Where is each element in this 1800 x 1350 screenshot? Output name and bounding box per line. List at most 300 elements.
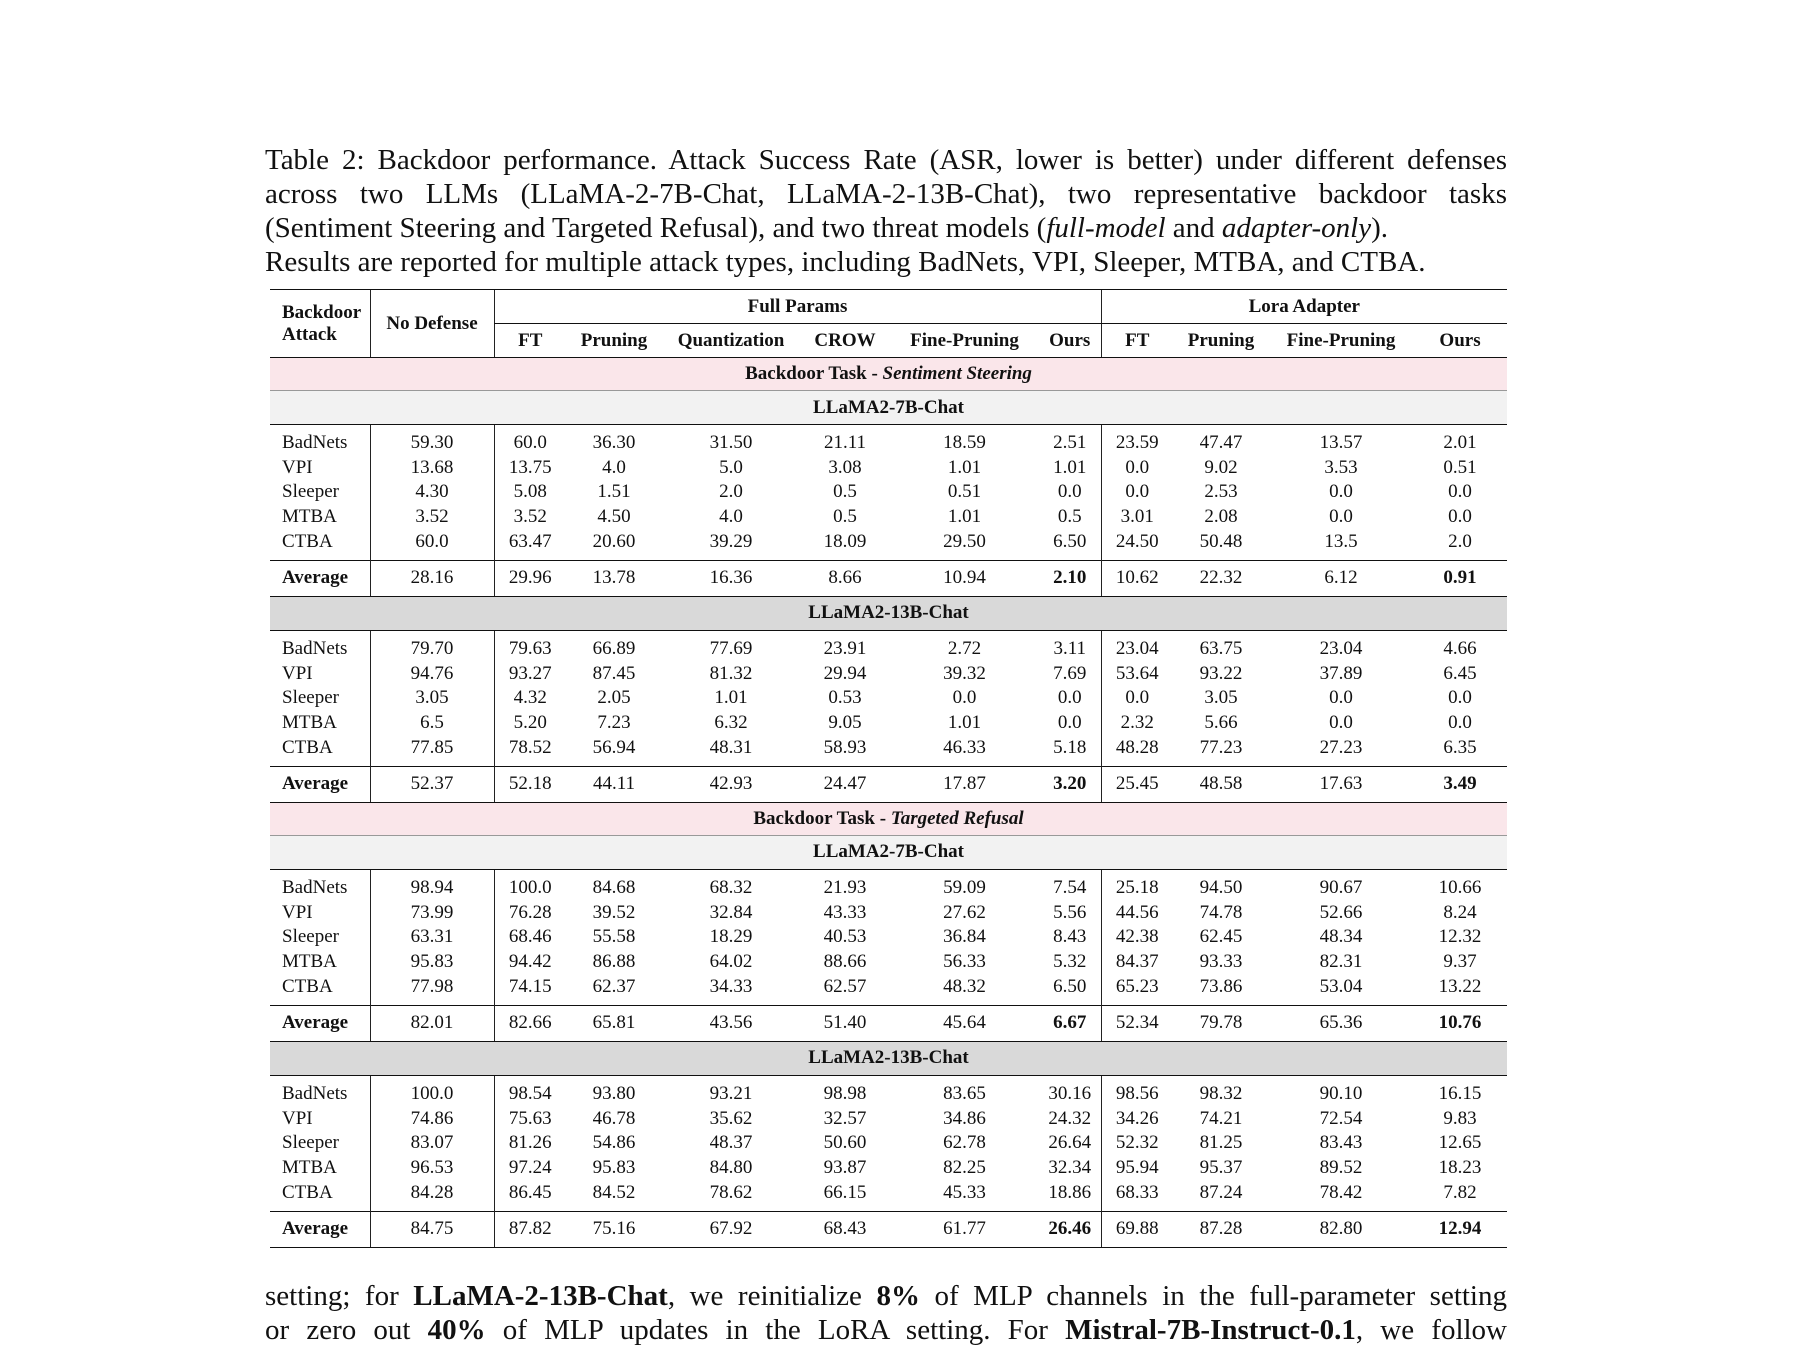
average-row xyxy=(270,766,1507,802)
model-header-row xyxy=(270,1041,1507,1075)
table-cell: 3.49 xyxy=(1413,766,1507,802)
table-cell: 18.59 xyxy=(943,432,986,454)
table-cell: 84.75 xyxy=(370,1211,494,1247)
table-cell: 98.94 xyxy=(370,869,494,900)
table-cell: 45.33 xyxy=(943,1181,986,1203)
table-cell: 2.0 xyxy=(1448,530,1472,552)
table-cell: 55.58 xyxy=(592,926,636,948)
table-cell: 6.35 xyxy=(1443,736,1477,758)
table-row xyxy=(270,1107,1507,1132)
table-cell: 45.64 xyxy=(890,1005,1039,1041)
table-cell: 42.38 xyxy=(1101,925,1173,950)
table-cell: 83.43 xyxy=(1319,1132,1363,1154)
table-cell: 50.60 xyxy=(823,1132,867,1154)
table-cell: 27.62 xyxy=(943,901,986,923)
table-cell: 5.66 xyxy=(1204,712,1238,734)
body-text-span: or zero out xyxy=(265,1314,428,1346)
row-label: Sleeper xyxy=(282,481,339,503)
table-cell: 7.54 xyxy=(1053,877,1087,899)
table-cell: 0.0 xyxy=(1057,481,1082,503)
table-cell: 74.86 xyxy=(370,1107,494,1132)
row-label: CTBA xyxy=(282,530,333,552)
table-cell: 56.33 xyxy=(943,951,986,973)
body-text-span: , we reinitialize xyxy=(667,1280,877,1312)
table-cell: 93.22 xyxy=(1199,662,1243,684)
table-cell: 1.01 xyxy=(947,456,982,478)
table-cell: 16.15 xyxy=(1438,1083,1482,1105)
header-no-defense: No Defense xyxy=(370,290,494,358)
task-name: Sentiment Steering xyxy=(882,363,1032,384)
table-cell: 89.52 xyxy=(1319,1156,1363,1178)
table-row xyxy=(270,425,1507,456)
body-text-span: of MLP updates in the LoRA setting. For xyxy=(485,1314,1066,1346)
table-cell: 60.0 xyxy=(494,425,566,456)
table-cell: 9.05 xyxy=(828,712,862,734)
table-cell: 87.24 xyxy=(1199,1181,1243,1203)
table-cell: 68.46 xyxy=(494,925,566,950)
row-label: VPI xyxy=(282,1107,313,1129)
table-cell: 81.25 xyxy=(1199,1132,1243,1154)
table-cell: 74.21 xyxy=(1199,1107,1243,1129)
table-cell: 0.0 xyxy=(1101,686,1173,711)
table-cell: 77.98 xyxy=(370,974,494,1005)
row-label: VPI xyxy=(282,456,313,478)
table-cell: 24.47 xyxy=(800,766,890,802)
table-cell: 2.10 xyxy=(1039,560,1101,596)
table-row xyxy=(270,630,1507,661)
table-cell: 40.53 xyxy=(823,926,867,948)
table-cell: 46.33 xyxy=(943,736,986,758)
table-cell: 86.88 xyxy=(592,951,636,973)
table-cell: 0.0 xyxy=(1448,481,1472,503)
task-prefix: Backdoor Task - xyxy=(753,807,891,829)
row-label: VPI xyxy=(282,901,313,923)
table-cell: 0.0 xyxy=(1101,480,1173,505)
table-cell: 68.32 xyxy=(709,877,753,899)
table-cell: 1.01 xyxy=(947,506,982,528)
table-cell: 8.66 xyxy=(800,560,890,596)
row-label: Sleeper xyxy=(282,926,339,948)
table-cell: 50.48 xyxy=(1199,530,1243,552)
average-label: Average xyxy=(270,1005,370,1041)
table-cell: 25.45 xyxy=(1101,766,1173,802)
header-full-col: CROW xyxy=(800,324,890,358)
table-cell: 27.23 xyxy=(1319,736,1363,758)
table-cell: 8.24 xyxy=(1443,901,1477,923)
table-cell: 5.0 xyxy=(719,456,743,478)
table-cell: 51.40 xyxy=(800,1005,890,1041)
table-cell: 95.83 xyxy=(592,1156,636,1178)
average-label: Average xyxy=(270,766,370,802)
table-cell: 82.01 xyxy=(370,1005,494,1041)
table-cell: 21.11 xyxy=(823,432,867,454)
table-cell: 78.42 xyxy=(1319,1181,1363,1203)
table-cell: 90.10 xyxy=(1319,1083,1363,1105)
table-row xyxy=(270,901,1507,926)
row-label: Sleeper xyxy=(282,1132,339,1154)
table-cell: 4.0 xyxy=(602,456,626,478)
table-cell: 82.80 xyxy=(1269,1211,1413,1247)
table-cell: 18.23 xyxy=(1438,1156,1482,1178)
table-cell: 43.33 xyxy=(823,901,867,923)
table-cell: 2.08 xyxy=(1204,506,1238,528)
caption-text-and: and xyxy=(1165,212,1222,244)
table-row xyxy=(270,925,1507,950)
model-header-row xyxy=(270,835,1507,869)
table-cell: 43.56 xyxy=(662,1005,800,1041)
table-body xyxy=(270,358,1507,1248)
table-cell: 63.75 xyxy=(1199,638,1243,660)
header-backdoor-attack xyxy=(270,290,370,358)
table-cell: 84.52 xyxy=(592,1181,636,1203)
table-cell: 16.36 xyxy=(662,560,800,596)
average-row xyxy=(270,560,1507,596)
table-cell: 26.64 xyxy=(1048,1132,1092,1154)
body-line-1 xyxy=(265,1279,1507,1313)
table-cell: 3.11 xyxy=(1053,638,1087,660)
table-cell: 94.76 xyxy=(370,662,494,687)
table-cell: 6.45 xyxy=(1443,662,1477,684)
task-name: Targeted Refusal xyxy=(890,807,1024,829)
table-row xyxy=(270,974,1507,1005)
row-label: BadNets xyxy=(282,1083,348,1105)
table-cell: 42.93 xyxy=(662,766,800,802)
table-cell: 2.01 xyxy=(1443,432,1477,454)
table-cell: 64.02 xyxy=(709,951,753,973)
table-cell: 24.32 xyxy=(1048,1107,1092,1129)
table-cell: 84.37 xyxy=(1101,950,1173,975)
table-cell: 7.23 xyxy=(597,712,631,734)
header-attack-line2: Attack xyxy=(282,323,337,345)
table-cell: 74.78 xyxy=(1199,901,1243,923)
table-cell: 0.0 xyxy=(1057,712,1082,734)
task-header-row xyxy=(270,358,1507,391)
average-label: Average xyxy=(270,1211,370,1247)
table-cell: 13.68 xyxy=(370,456,494,481)
table-cell: 0.0 xyxy=(1329,481,1353,503)
table-cell: 2.0 xyxy=(719,481,743,503)
table-cell: 3.05 xyxy=(370,686,494,711)
table-cell: 77.69 xyxy=(709,638,753,660)
table-cell: 0.51 xyxy=(947,481,982,503)
row-label: BadNets xyxy=(282,877,348,899)
table-cell: 3.20 xyxy=(1039,766,1101,802)
model-name: LLaMA2-7B-Chat xyxy=(270,835,1507,869)
table-cell: 5.08 xyxy=(494,480,566,505)
table-cell: 9.02 xyxy=(1204,456,1238,478)
table-cell: 23.04 xyxy=(1101,630,1173,661)
table-cell: 62.57 xyxy=(823,975,867,997)
table-cell: 8.43 xyxy=(1053,926,1087,948)
table-cell: 4.32 xyxy=(494,686,566,711)
table-cell: 3.52 xyxy=(494,505,566,530)
caption-emphasis-full-model: full-model xyxy=(1046,212,1166,244)
task-header-row xyxy=(270,802,1507,835)
table-cell: 4.30 xyxy=(370,480,494,505)
table-cell: 75.63 xyxy=(494,1107,566,1132)
table-cell: 29.94 xyxy=(823,662,867,684)
table-cell: 93.21 xyxy=(709,1083,753,1105)
table-cell: 53.64 xyxy=(1101,662,1173,687)
table-cell: 84.68 xyxy=(592,877,636,899)
task-prefix: Backdoor Task - xyxy=(745,363,883,384)
table-cell: 13.75 xyxy=(494,456,566,481)
header-lora-col: FT xyxy=(1101,324,1173,358)
table-row xyxy=(270,1075,1507,1106)
table-cell: 58.93 xyxy=(823,736,867,758)
table-cell: 18.29 xyxy=(709,926,753,948)
table-cell: 100.0 xyxy=(494,869,566,900)
model-name: LLaMA2-13B-Chat xyxy=(270,1041,1507,1075)
table-cell: 79.63 xyxy=(494,630,566,661)
table-row xyxy=(270,505,1507,530)
table-row xyxy=(270,456,1507,481)
table-cell: 3.05 xyxy=(1204,687,1238,709)
table-cell: 13.57 xyxy=(1319,432,1363,454)
table-cell: 0.51 xyxy=(1443,456,1477,478)
body-bold-percent: 40% xyxy=(427,1314,486,1346)
header-full-col: FT xyxy=(494,324,566,358)
header-attack-line1: Backdoor xyxy=(282,301,362,323)
table-cell: 48.28 xyxy=(1101,735,1173,766)
row-label: MTBA xyxy=(282,1156,337,1178)
table-cell: 82.66 xyxy=(494,1005,566,1041)
model-header-row xyxy=(270,596,1507,630)
table-cell: 100.0 xyxy=(370,1075,494,1106)
table-cell: 10.62 xyxy=(1101,560,1173,596)
table-cell: 5.20 xyxy=(494,711,566,736)
table-cell: 6.67 xyxy=(1039,1005,1101,1041)
table-cell: 2.72 xyxy=(947,638,982,660)
table-cell: 81.26 xyxy=(494,1131,566,1156)
table-cell: 2.05 xyxy=(597,687,631,709)
table-cell: 32.57 xyxy=(823,1107,867,1129)
table-row xyxy=(270,1131,1507,1156)
table-cell: 61.77 xyxy=(890,1211,1039,1247)
table-cell: 83.07 xyxy=(370,1131,494,1156)
body-text-span: of MLP channels in the full-parameter setting xyxy=(919,1280,1507,1312)
table-cell: 98.32 xyxy=(1199,1083,1243,1105)
table-cell: 63.31 xyxy=(370,925,494,950)
table-cell: 66.89 xyxy=(592,638,636,660)
table-cell: 9.83 xyxy=(1443,1107,1477,1129)
table-cell: 62.45 xyxy=(1199,926,1243,948)
table-cell: 12.32 xyxy=(1438,926,1482,948)
table-cell: 20.60 xyxy=(592,530,636,552)
row-label: CTBA xyxy=(282,975,333,997)
table-cell: 6.50 xyxy=(1053,530,1087,552)
table-cell: 10.94 xyxy=(890,560,1039,596)
table-cell: 34.86 xyxy=(943,1107,986,1129)
table-cell: 6.5 xyxy=(370,711,494,736)
table-cell: 59.09 xyxy=(943,877,986,899)
table-cell: 44.11 xyxy=(566,766,662,802)
model-name: LLaMA2-7B-Chat xyxy=(270,391,1507,425)
table-cell: 82.25 xyxy=(943,1156,986,1178)
table-caption xyxy=(265,143,1507,279)
table-cell: 17.63 xyxy=(1269,766,1413,802)
table-cell: 36.84 xyxy=(943,926,986,948)
table-cell: 77.85 xyxy=(370,735,494,766)
table-cell: 28.16 xyxy=(370,560,494,596)
row-label: MTBA xyxy=(282,506,337,528)
table-cell: 7.82 xyxy=(1443,1181,1477,1203)
table-cell: 12.65 xyxy=(1438,1132,1482,1154)
table-cell: 1.01 xyxy=(714,687,748,709)
table-cell: 96.53 xyxy=(370,1156,494,1181)
table-cell: 0.5 xyxy=(833,506,857,528)
table-cell: 87.82 xyxy=(494,1211,566,1247)
header-full-col: Pruning xyxy=(566,324,662,358)
table-cell: 95.37 xyxy=(1199,1156,1243,1178)
table-cell: 0.0 xyxy=(1448,712,1472,734)
table-cell: 26.46 xyxy=(1039,1211,1101,1247)
table-cell: 5.56 xyxy=(1053,901,1087,923)
table-cell: 34.26 xyxy=(1101,1107,1173,1132)
body-bold-percent: 8% xyxy=(876,1280,920,1312)
table-cell: 4.0 xyxy=(719,506,743,528)
body-bold-model: LLaMA-2-13B-Chat xyxy=(413,1280,668,1312)
table-cell: 62.78 xyxy=(943,1132,986,1154)
table-row xyxy=(270,480,1507,505)
results-table xyxy=(270,289,1507,1248)
table-row xyxy=(270,662,1507,687)
table-cell: 63.47 xyxy=(494,529,566,560)
table-cell: 77.23 xyxy=(1199,736,1243,758)
table-header-row-1 xyxy=(270,290,1507,324)
header-full-col: Fine-Pruning xyxy=(890,324,1039,358)
table-cell: 22.32 xyxy=(1173,560,1269,596)
table-cell: 46.78 xyxy=(592,1107,636,1129)
table-cell: 21.93 xyxy=(823,877,867,899)
table-cell: 56.94 xyxy=(592,736,636,758)
table-cell: 98.54 xyxy=(494,1075,566,1106)
table-cell: 48.34 xyxy=(1319,926,1363,948)
table-cell: 0.53 xyxy=(828,687,862,709)
caption-emphasis-adapter-only: adapter-only xyxy=(1221,212,1372,244)
table-cell: 0.0 xyxy=(952,687,977,709)
table-cell: 6.50 xyxy=(1053,975,1087,997)
header-full-col: Quantization xyxy=(662,324,800,358)
table-cell: 66.15 xyxy=(823,1181,867,1203)
row-label: CTBA xyxy=(282,1181,333,1203)
table-cell: 39.29 xyxy=(709,530,753,552)
task-label xyxy=(270,358,1507,391)
table-row xyxy=(270,950,1507,975)
table-cell: 83.65 xyxy=(943,1083,986,1105)
average-row xyxy=(270,1211,1507,1247)
table-cell: 65.23 xyxy=(1101,974,1173,1005)
model-header-row xyxy=(270,391,1507,425)
header-lora-col: Pruning xyxy=(1173,324,1269,358)
table-cell: 10.66 xyxy=(1438,877,1482,899)
table-cell: 86.45 xyxy=(494,1180,566,1211)
table-cell: 7.69 xyxy=(1053,662,1087,684)
table-cell: 23.59 xyxy=(1101,425,1173,456)
table-cell: 3.08 xyxy=(828,456,862,478)
table-cell: 68.43 xyxy=(800,1211,890,1247)
table-row xyxy=(270,711,1507,736)
row-label: BadNets xyxy=(282,638,348,660)
table-cell: 1.01 xyxy=(1053,456,1087,478)
table-cell: 69.88 xyxy=(1101,1211,1173,1247)
table-cell: 12.94 xyxy=(1413,1211,1507,1247)
table-cell: 47.47 xyxy=(1199,432,1243,454)
table-cell: 98.98 xyxy=(823,1083,867,1105)
table-cell: 24.50 xyxy=(1101,529,1173,560)
table-cell: 6.32 xyxy=(714,712,748,734)
table-cell: 52.66 xyxy=(1319,901,1363,923)
table-cell: 5.18 xyxy=(1053,736,1087,758)
table-cell: 10.76 xyxy=(1413,1005,1507,1041)
table-cell: 32.34 xyxy=(1048,1156,1092,1178)
table-cell: 37.89 xyxy=(1319,662,1363,684)
table-row xyxy=(270,686,1507,711)
table-cell: 48.58 xyxy=(1173,766,1269,802)
table-row xyxy=(270,1156,1507,1181)
table-cell: 17.87 xyxy=(890,766,1039,802)
table-cell: 3.01 xyxy=(1101,505,1173,530)
table-cell: 36.30 xyxy=(592,432,636,454)
table-cell: 76.28 xyxy=(494,901,566,926)
row-label: CTBA xyxy=(282,736,333,758)
table-cell: 52.18 xyxy=(494,766,566,802)
table-cell: 39.52 xyxy=(592,901,636,923)
table-cell: 3.53 xyxy=(1324,456,1358,478)
header-lora-adapter: Lora Adapter xyxy=(1101,290,1507,324)
table-cell: 29.96 xyxy=(494,560,566,596)
table-cell: 23.04 xyxy=(1319,638,1363,660)
table-cell: 48.37 xyxy=(709,1132,753,1154)
table-cell: 93.33 xyxy=(1199,951,1243,973)
table-cell: 78.62 xyxy=(709,1181,753,1203)
table-cell: 73.86 xyxy=(1199,975,1243,997)
task-label xyxy=(270,802,1507,835)
table-cell: 0.0 xyxy=(1329,687,1353,709)
table-cell: 0.0 xyxy=(1329,712,1353,734)
table-cell: 39.32 xyxy=(943,662,986,684)
table-cell: 0.0 xyxy=(1448,506,1472,528)
row-label: BadNets xyxy=(282,432,348,454)
table-cell: 94.42 xyxy=(494,950,566,975)
table-cell: 32.84 xyxy=(709,901,753,923)
header-lora-col: Fine-Pruning xyxy=(1269,324,1413,358)
table-cell: 81.32 xyxy=(709,662,753,684)
table-cell: 72.54 xyxy=(1319,1107,1363,1129)
table-row xyxy=(270,1180,1507,1211)
table-row xyxy=(270,529,1507,560)
table-cell: 53.04 xyxy=(1319,975,1363,997)
body-text xyxy=(265,1279,1507,1347)
table-cell: 95.83 xyxy=(370,950,494,975)
table-cell: 54.86 xyxy=(592,1132,636,1154)
table-cell: 93.87 xyxy=(823,1156,867,1178)
table-cell: 9.37 xyxy=(1443,951,1477,973)
caption-text-end: ). xyxy=(1371,212,1389,244)
table-cell: 52.37 xyxy=(370,766,494,802)
table-row xyxy=(270,735,1507,766)
caption-last-line: Results are reported for multiple attack types, including BadNets, VPI, Sleeper, MTBA, and CTBA. xyxy=(265,246,1426,278)
table-cell: 34.33 xyxy=(709,975,753,997)
table-cell: 2.32 xyxy=(1101,711,1173,736)
table-cell: 78.52 xyxy=(494,735,566,766)
table-cell: 60.0 xyxy=(370,529,494,560)
table-cell: 0.0 xyxy=(1057,687,1082,709)
table-cell: 84.28 xyxy=(370,1180,494,1211)
table-cell: 68.33 xyxy=(1101,1180,1173,1211)
table-cell: 84.80 xyxy=(709,1156,753,1178)
table-cell: 23.91 xyxy=(823,638,867,660)
